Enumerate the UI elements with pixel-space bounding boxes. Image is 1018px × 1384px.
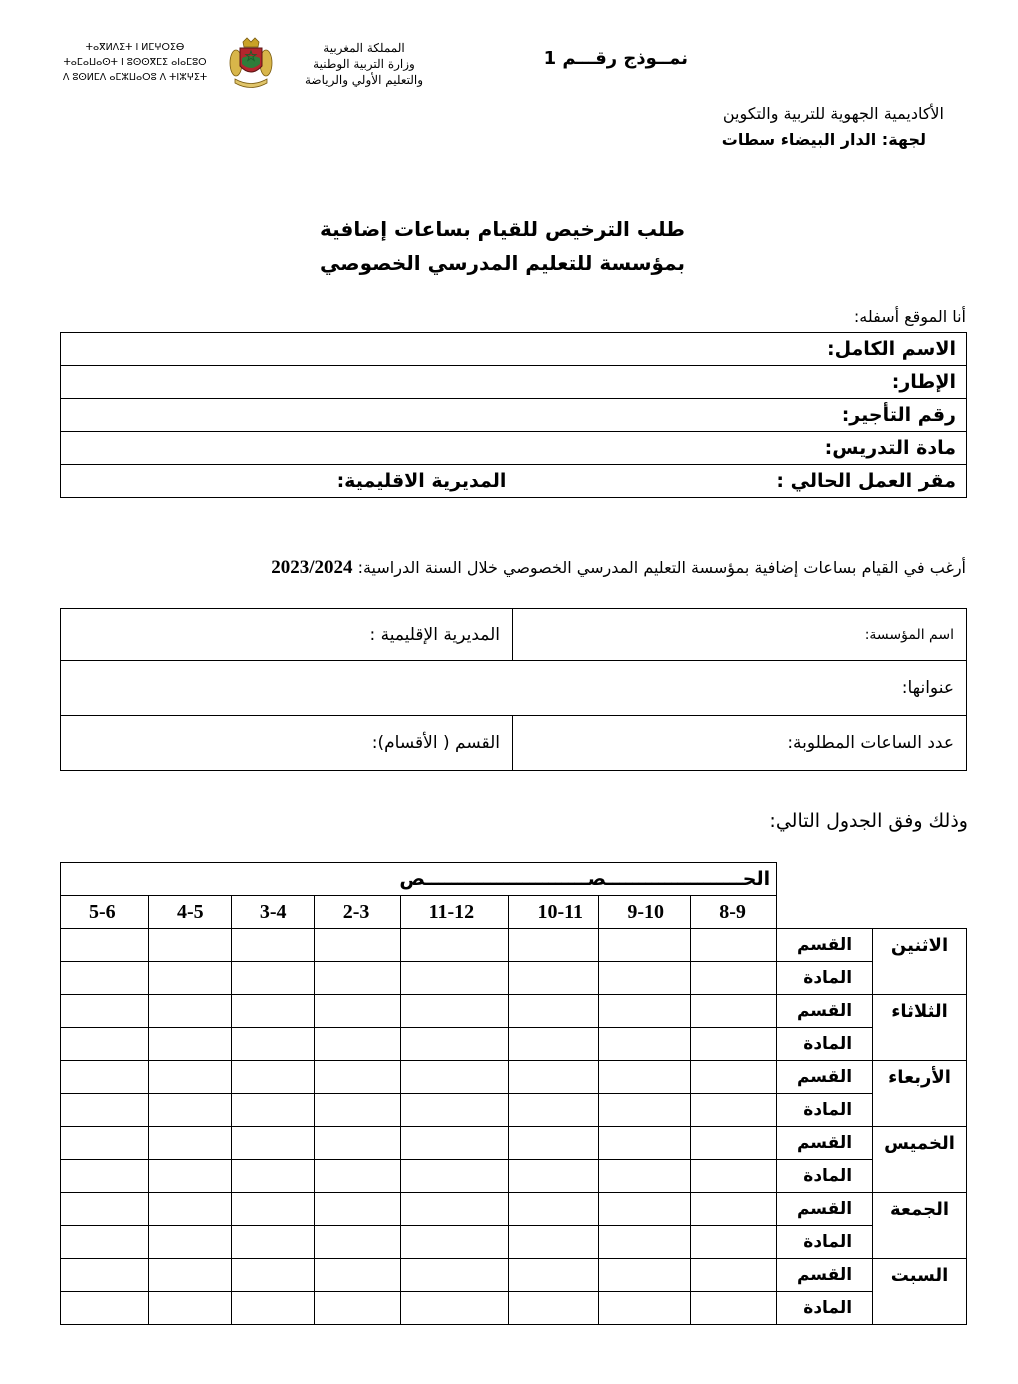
schedule-cell[interactable] [61, 962, 149, 995]
class-row-label: القسم [777, 1127, 873, 1160]
table-row [61, 432, 967, 465]
table-row [61, 1292, 967, 1325]
schedule-cell[interactable] [509, 1193, 599, 1226]
payroll-field[interactable]: رقم التأجير: [61, 399, 967, 432]
schedule-cell[interactable] [231, 1259, 314, 1292]
school-directorate-field[interactable]: المديرية الإقليمية : [61, 609, 513, 661]
schedule-cell[interactable] [691, 1094, 777, 1127]
table-row [61, 1259, 967, 1292]
model-number: نمــوذج رقـــم 1 [543, 48, 688, 69]
subject-row-label: المادة [777, 962, 873, 995]
schedule-cell[interactable] [691, 1226, 777, 1259]
ministry-line: وزارة التربية الوطنية [313, 57, 415, 71]
table-row [61, 1160, 967, 1193]
frame-field[interactable]: الإطار: [61, 366, 967, 399]
schedule-cell[interactable] [231, 1061, 314, 1094]
schedule-cell[interactable] [400, 1028, 509, 1061]
schedule-cell[interactable] [314, 1028, 400, 1061]
schedule-cell[interactable] [314, 1061, 400, 1094]
schedule-cell[interactable] [314, 962, 400, 995]
schedule-cell[interactable] [691, 1028, 777, 1061]
intro-text: أنا الموقع أسفله: [853, 307, 966, 326]
schedule-cell[interactable] [231, 1160, 314, 1193]
schedule-cell[interactable] [599, 1028, 691, 1061]
table-row [61, 1193, 967, 1226]
slot-header: 3-4 [231, 896, 314, 929]
ministry-line: المملكة المغربية [323, 41, 405, 55]
schedule-cell[interactable] [509, 1127, 599, 1160]
subject-field[interactable]: مادة التدريس: [61, 432, 967, 465]
tifinagh-line: ⴷ ⵓⵙⵍⵎⴷ ⴰⵎⵣⵡⴰⵔⵓ ⴷ ⵜⵏⵣⵖⵉⵜ [62, 72, 208, 83]
table-row [61, 333, 967, 366]
subject-row-label: المادة [777, 1094, 873, 1127]
schedule-cell[interactable] [509, 995, 599, 1028]
school-info-table [60, 608, 967, 771]
schedule-cell[interactable] [599, 1193, 691, 1226]
schedule-cell[interactable] [599, 995, 691, 1028]
schedule-cell[interactable] [400, 1259, 509, 1292]
table-row [61, 366, 967, 399]
schedule-cell[interactable] [599, 1259, 691, 1292]
region-name: لجهة: الدار البيضاء سطات [721, 130, 926, 149]
schedule-cell[interactable] [231, 1028, 314, 1061]
schedule-cell[interactable] [599, 1094, 691, 1127]
schedule-cell[interactable] [148, 1061, 231, 1094]
schedule-cell[interactable] [61, 1061, 149, 1094]
subject-row-label: المادة [777, 1292, 873, 1325]
table-row [61, 1094, 967, 1127]
schedule-intro: وذلك وفق الجدول التالي: [769, 810, 968, 832]
table-row [61, 399, 967, 432]
full-name-field[interactable]: الاسم الكامل: [61, 333, 967, 366]
schedule-table [60, 862, 967, 1325]
slot-header: 8-9 [691, 896, 777, 929]
schedule-cell[interactable] [61, 1028, 149, 1061]
schedule-cell[interactable] [691, 929, 777, 962]
schedule-cell[interactable] [314, 929, 400, 962]
schedule-cell[interactable] [314, 1094, 400, 1127]
day-label: الأربعاء [873, 1061, 967, 1127]
schedule-cell[interactable] [509, 1028, 599, 1061]
schedule-cell[interactable] [509, 1160, 599, 1193]
schedule-cell[interactable] [231, 1193, 314, 1226]
schedule-cell[interactable] [61, 1094, 149, 1127]
ministry-line: والتعليم الأولي والرياضة [304, 73, 424, 87]
slot-header: 11-12 [400, 896, 509, 929]
schedule-cell[interactable] [231, 1292, 314, 1325]
wish-text: أرغب في القيام بساعات إضافية بمؤسسة التعليم المدرسي الخصوصي خلال السنة الدراسية: [357, 558, 966, 577]
tifinagh-line: ⵜⴰⵎⴰⵡⴰⵙⵜ ⵏ ⵓⵙⵙⴳⵎⵉ ⴰⵏⴰⵎⵓⵔ [63, 57, 207, 68]
slot-header: 2-3 [314, 896, 400, 929]
school-name-field[interactable]: اسم المؤسسة: [513, 609, 967, 661]
schedule-cell[interactable] [148, 1259, 231, 1292]
day-label: الجمعة [873, 1193, 967, 1259]
schedule-cell[interactable] [231, 962, 314, 995]
schedule-cell[interactable] [691, 995, 777, 1028]
schedule-cell[interactable] [148, 1292, 231, 1325]
table-row [61, 1028, 967, 1061]
school-year: 2023/2024 [271, 557, 353, 578]
table-row [61, 1127, 967, 1160]
schedule-cell[interactable] [61, 995, 149, 1028]
schedule-cell[interactable] [148, 1226, 231, 1259]
directorate-label: المديرية الاقليمية: [336, 470, 507, 492]
schedule-body [61, 929, 967, 1325]
wish-statement [271, 557, 966, 579]
schedule-cell[interactable] [61, 929, 149, 962]
table-row [61, 863, 967, 896]
schedule-cell[interactable] [314, 1292, 400, 1325]
schedule-cell[interactable] [148, 1160, 231, 1193]
subject-row-label: المادة [777, 1160, 873, 1193]
schedule-cell[interactable] [314, 1127, 400, 1160]
schedule-cell[interactable] [148, 929, 231, 962]
schedule-cell[interactable] [231, 929, 314, 962]
schedule-cell[interactable] [400, 1094, 509, 1127]
schedule-cell[interactable] [148, 1193, 231, 1226]
schedule-cell[interactable] [400, 1193, 509, 1226]
schedule-cell[interactable] [61, 1127, 149, 1160]
table-row [61, 929, 967, 962]
schedule-cell[interactable] [400, 929, 509, 962]
schedule-cell[interactable] [509, 1259, 599, 1292]
class-row-label: القسم [777, 929, 873, 962]
schedule-cell[interactable] [599, 1226, 691, 1259]
schedule-cell[interactable] [599, 1061, 691, 1094]
schedule-cell[interactable] [231, 995, 314, 1028]
schedule-cell[interactable] [61, 1193, 149, 1226]
schedule-cell[interactable] [599, 962, 691, 995]
schedule-cell[interactable] [314, 1226, 400, 1259]
schedule-cell[interactable] [231, 1127, 314, 1160]
schedule-cell[interactable] [691, 962, 777, 995]
table-row [61, 716, 967, 771]
coat-of-arms-icon [229, 36, 273, 92]
schedule-cell[interactable] [599, 1127, 691, 1160]
schedule-cell[interactable] [509, 1094, 599, 1127]
academy-name: الأكاديمية الجهوية للتربية والتكوين [722, 104, 944, 123]
table-row [61, 896, 967, 929]
schedule-cell[interactable] [231, 1094, 314, 1127]
school-address-field[interactable]: عنوانها: [61, 661, 967, 716]
schedule-cell[interactable] [231, 1226, 314, 1259]
schedule-cell[interactable] [509, 1292, 599, 1325]
schedule-cell[interactable] [148, 962, 231, 995]
schedule-cell[interactable] [148, 1028, 231, 1061]
workplace-label: مقر العمل الحالي : [776, 470, 956, 492]
class-row-label: القسم [777, 1193, 873, 1226]
subject-row-label: المادة [777, 1226, 873, 1259]
day-label: الخميس [873, 1127, 967, 1193]
schedule-cell[interactable] [599, 1160, 691, 1193]
schedule-cell[interactable] [400, 995, 509, 1028]
schedule-cell[interactable] [691, 1193, 777, 1226]
schedule-cell[interactable] [314, 1193, 400, 1226]
schedule-cell[interactable] [599, 1292, 691, 1325]
subject-row-label: المادة [777, 1028, 873, 1061]
schedule-cell[interactable] [691, 1292, 777, 1325]
slot-header: 5-6 [61, 896, 149, 929]
schedule-cell[interactable] [61, 1259, 149, 1292]
day-label: السبت [873, 1259, 967, 1325]
ministry-header [284, 40, 444, 88]
schedule-cell[interactable] [400, 1061, 509, 1094]
schedule-cell[interactable] [61, 1292, 149, 1325]
schedule-cell[interactable] [691, 1127, 777, 1160]
tifinagh-header [40, 40, 230, 85]
table-row [61, 465, 967, 498]
schedule-cell[interactable] [509, 929, 599, 962]
schedule-cell[interactable] [691, 1259, 777, 1292]
table-row [61, 609, 967, 661]
day-label: الاثنين [873, 929, 967, 995]
schedule-cell[interactable] [400, 1160, 509, 1193]
requested-hours-field[interactable]: عدد الساعات المطلوبة: [513, 716, 967, 771]
personal-info-table [60, 332, 967, 498]
table-row [61, 1061, 967, 1094]
schedule-cell[interactable] [509, 1061, 599, 1094]
schedule-cell[interactable] [691, 1061, 777, 1094]
day-label: الثلاثاء [873, 995, 967, 1061]
title-line-2: بمؤسسة للتعليم المدرسي الخصوصي [320, 251, 685, 275]
schedule-cell[interactable] [400, 1127, 509, 1160]
schedule-cell[interactable] [314, 1259, 400, 1292]
table-row [61, 962, 967, 995]
schedule-cell[interactable] [61, 1226, 149, 1259]
schedule-cell[interactable] [148, 995, 231, 1028]
page-title [300, 212, 685, 280]
slot-header: 9-10 [599, 896, 691, 929]
class-row-label: القسم [777, 1259, 873, 1292]
table-row [61, 661, 967, 716]
table-row [61, 1226, 967, 1259]
schedule-cell[interactable] [61, 1160, 149, 1193]
schedule-cell[interactable] [400, 962, 509, 995]
schedule-cell[interactable] [148, 1094, 231, 1127]
schedule-cell[interactable] [509, 962, 599, 995]
schedule-cell[interactable] [599, 929, 691, 962]
schedule-cell[interactable] [509, 1226, 599, 1259]
schedule-cell[interactable] [400, 1292, 509, 1325]
classes-field[interactable]: القسم ( الأقسام): [61, 716, 513, 771]
schedule-cell[interactable] [691, 1160, 777, 1193]
slot-header: 10-11 [509, 896, 599, 929]
class-row-label: القسم [777, 1061, 873, 1094]
tifinagh-line: ⵜⴰⴳⵍⴷⵉⵜ ⵏ ⵍⵎⵖⵔⵉⴱ [85, 42, 185, 53]
workplace-field[interactable] [61, 465, 967, 498]
schedule-cell[interactable] [314, 995, 400, 1028]
periods-header: الحـــــــــــــــــــــصـــــــــــــــــــــــــص [61, 863, 777, 896]
schedule-cell[interactable] [314, 1160, 400, 1193]
slot-header: 4-5 [148, 896, 231, 929]
schedule-cell[interactable] [148, 1127, 231, 1160]
schedule-cell[interactable] [400, 1226, 509, 1259]
title-line-1: طلب الترخيص للقيام بساعات إضافية [320, 217, 685, 241]
table-row [61, 995, 967, 1028]
class-row-label: القسم [777, 995, 873, 1028]
